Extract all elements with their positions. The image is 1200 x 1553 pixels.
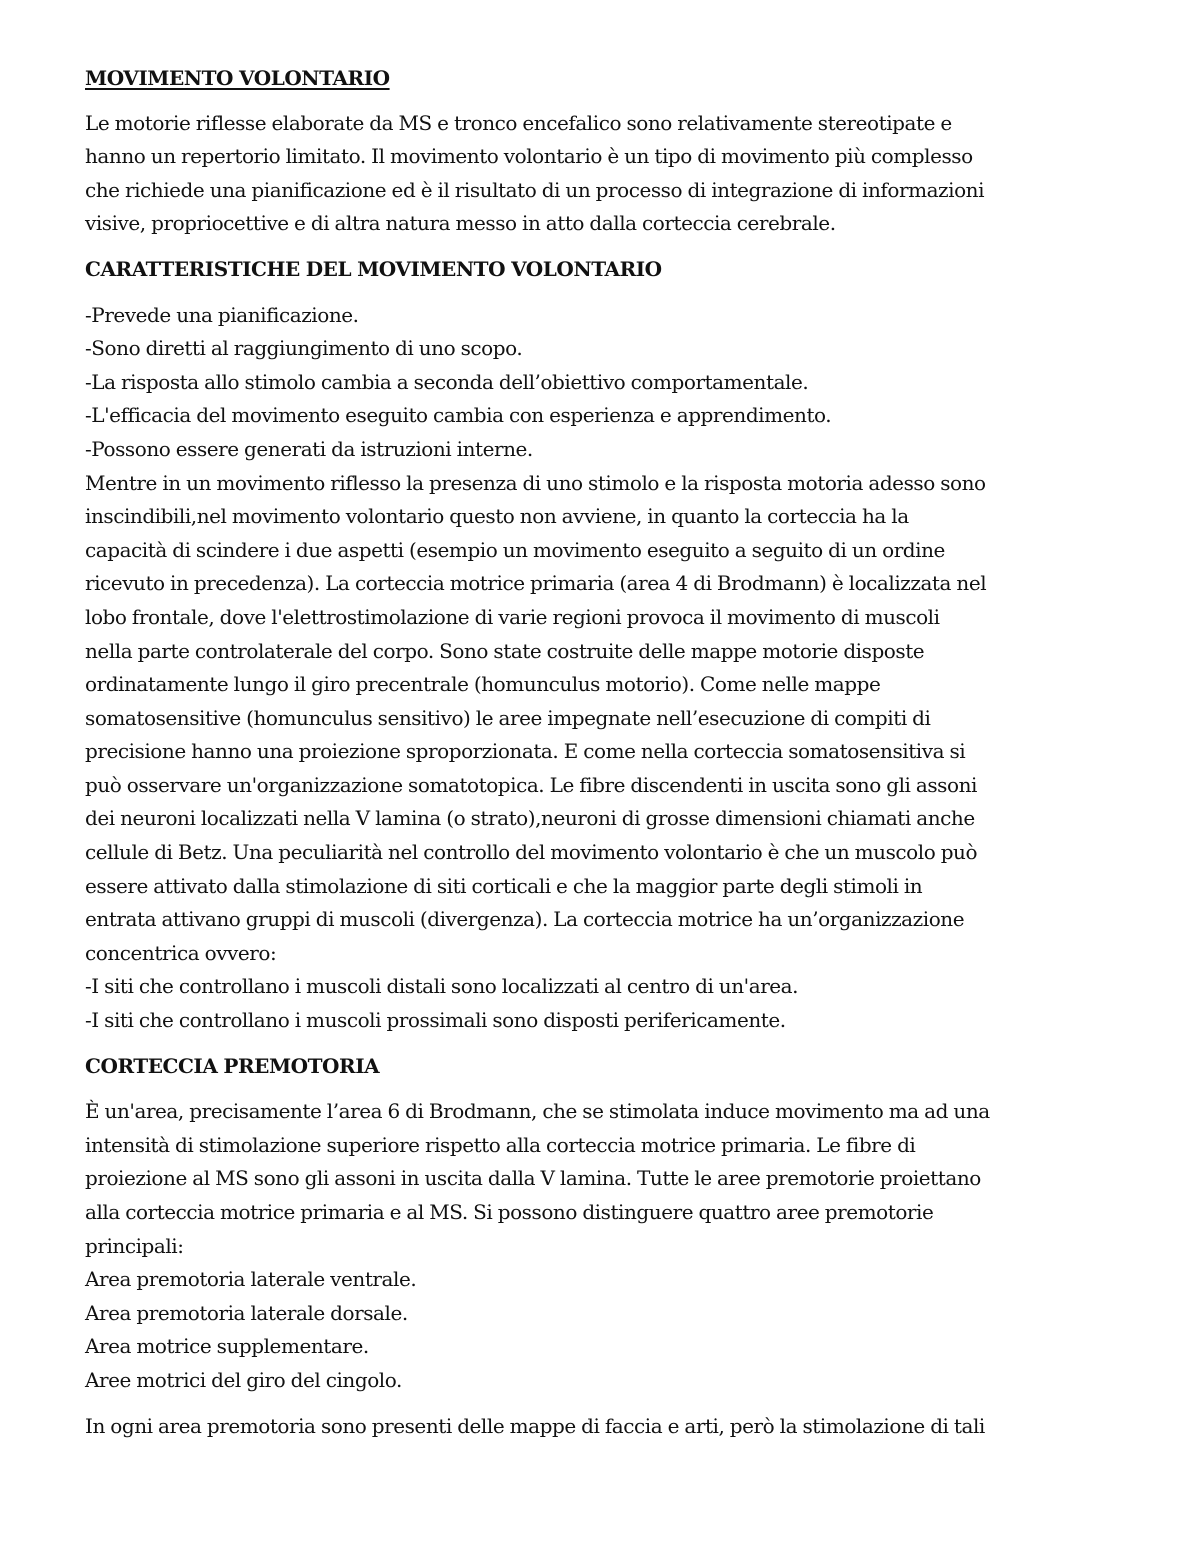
intro-paragraph [85,107,1095,241]
text-line: somatosensitive (homunculus sensitivo) le aree impegnate nell’esecuzione di compiti di [85,705,931,730]
text-line: intensità di stimolazione superiore rispetto alla corteccia motrice primaria. Le fibre di [85,1132,916,1157]
text-line: può osservare un'organizzazione somatotopica. Le fibre discendenti in uscita sono gli assoni [85,772,977,797]
text-line: visive, propriocettive e di altra natura messo in atto dalla corteccia cerebrale. [85,211,836,236]
text-line: precisione hanno una proiezione sproporzionata. E come nella corteccia somatosensitiva si [85,739,966,764]
list-item: -I siti che controllano i muscoli prossimali sono disposti perifericamente. [85,1008,786,1033]
text-line: ordinatamente lungo il giro precentrale (homunculus motorio). Come nelle mappe [85,672,881,697]
text-line: essere attivato dalla stimolazione di siti corticali e che la maggior parte degli stimoli in [85,873,923,898]
text-line: capacità di scindere i due aspetti (esempio un movimento eseguito a seguito di un ordine [85,537,945,562]
text-line: proiezione al MS sono gli assoni in uscita dalla V lamina. Tutte le aree premotorie proiettano [85,1166,981,1191]
closing-paragraph: In ogni area premotoria sono presenti delle mappe di faccia e arti, però la stimolazione di tali [85,1413,985,1438]
document-title: MOVIMENTO VOLONTARIO [85,66,390,90]
document-page [85,62,1095,1443]
text-line: nella parte controlaterale del corpo. Sono state costruite delle mappe motorie disposte [85,638,925,663]
text-line: lobo frontale, dove l'elettrostimolazione di varie regioni provoca il movimento di muscoli [85,604,940,629]
section-heading-corteccia-premotoria: CORTECCIA PREMOTORIA [85,1053,380,1078]
list-item: Area motrice supplementare. [85,1334,369,1359]
list-item: Aree motrici del giro del cingolo. [85,1367,402,1392]
list-item: -Sono diretti al raggiungimento di uno scopo. [85,336,523,361]
text-line: concentrica ovvero: [85,940,277,965]
text-line: Le motorie riflesse elaborate da MS e tronco encefalico sono relativamente stereotipate e [85,110,952,135]
list-item: -Possono essere generati da istruzioni interne. [85,436,533,461]
text-line: hanno un repertorio limitato. Il movimento volontario è un tipo di movimento più complesso [85,144,973,169]
text-line: alla corteccia motrice primaria e al MS. Si possono distinguere quattro aree premotorie [85,1200,934,1224]
list-item: -L'efficacia del movimento eseguito cambia con esperienza e apprendimento. [85,403,832,428]
list-item: -I siti che controllano i muscoli distali sono localizzati al centro di un'area. [85,974,799,999]
text-line: inscindibili,nel movimento volontario questo non avviene, in quanto la corteccia ha la [85,504,909,529]
text-line: dei neuroni localizzati nella V lamina (o strato),neuroni di grosse dimensioni chiamati anche [85,806,975,831]
list-item: -Prevede una pianificazione. [85,302,359,327]
text-line: Mentre in un movimento riflesso la presenza di uno stimolo e la risposta motoria adesso sono [85,470,986,495]
text-line: ricevuto in precedenza). La corteccia motrice primaria (area 4 di Brodmann) è localizzata nel [85,571,987,596]
text-line: entrata attivano gruppi di muscoli (divergenza). La corteccia motrice ha un’organizzazione [85,907,965,932]
section-corteccia-premotoria-body [85,1095,1095,1397]
text-line: È un'area, precisamente l’area 6 di Brodmann, che se stimolata induce movimento ma ad una [85,1099,990,1124]
text-line: principali: [85,1233,184,1258]
list-item: -La risposta allo stimolo cambia a seconda dell’obiettivo comportamentale. [85,369,809,394]
list-item: Area premotoria laterale ventrale. [85,1267,417,1292]
text-line: cellule di Betz. Una peculiarità nel controllo del movimento volontario è che un muscolo può [85,840,978,865]
section-caratteristiche-body [85,299,1095,1038]
section-heading-caratteristiche: CARATTERISTICHE DEL MOVIMENTO VOLONTARIO [85,256,662,281]
list-item: Area premotoria laterale dorsale. [85,1300,408,1325]
text-line: che richiede una pianificazione ed è il risultato di un processo di integrazione di informazioni [85,177,985,202]
